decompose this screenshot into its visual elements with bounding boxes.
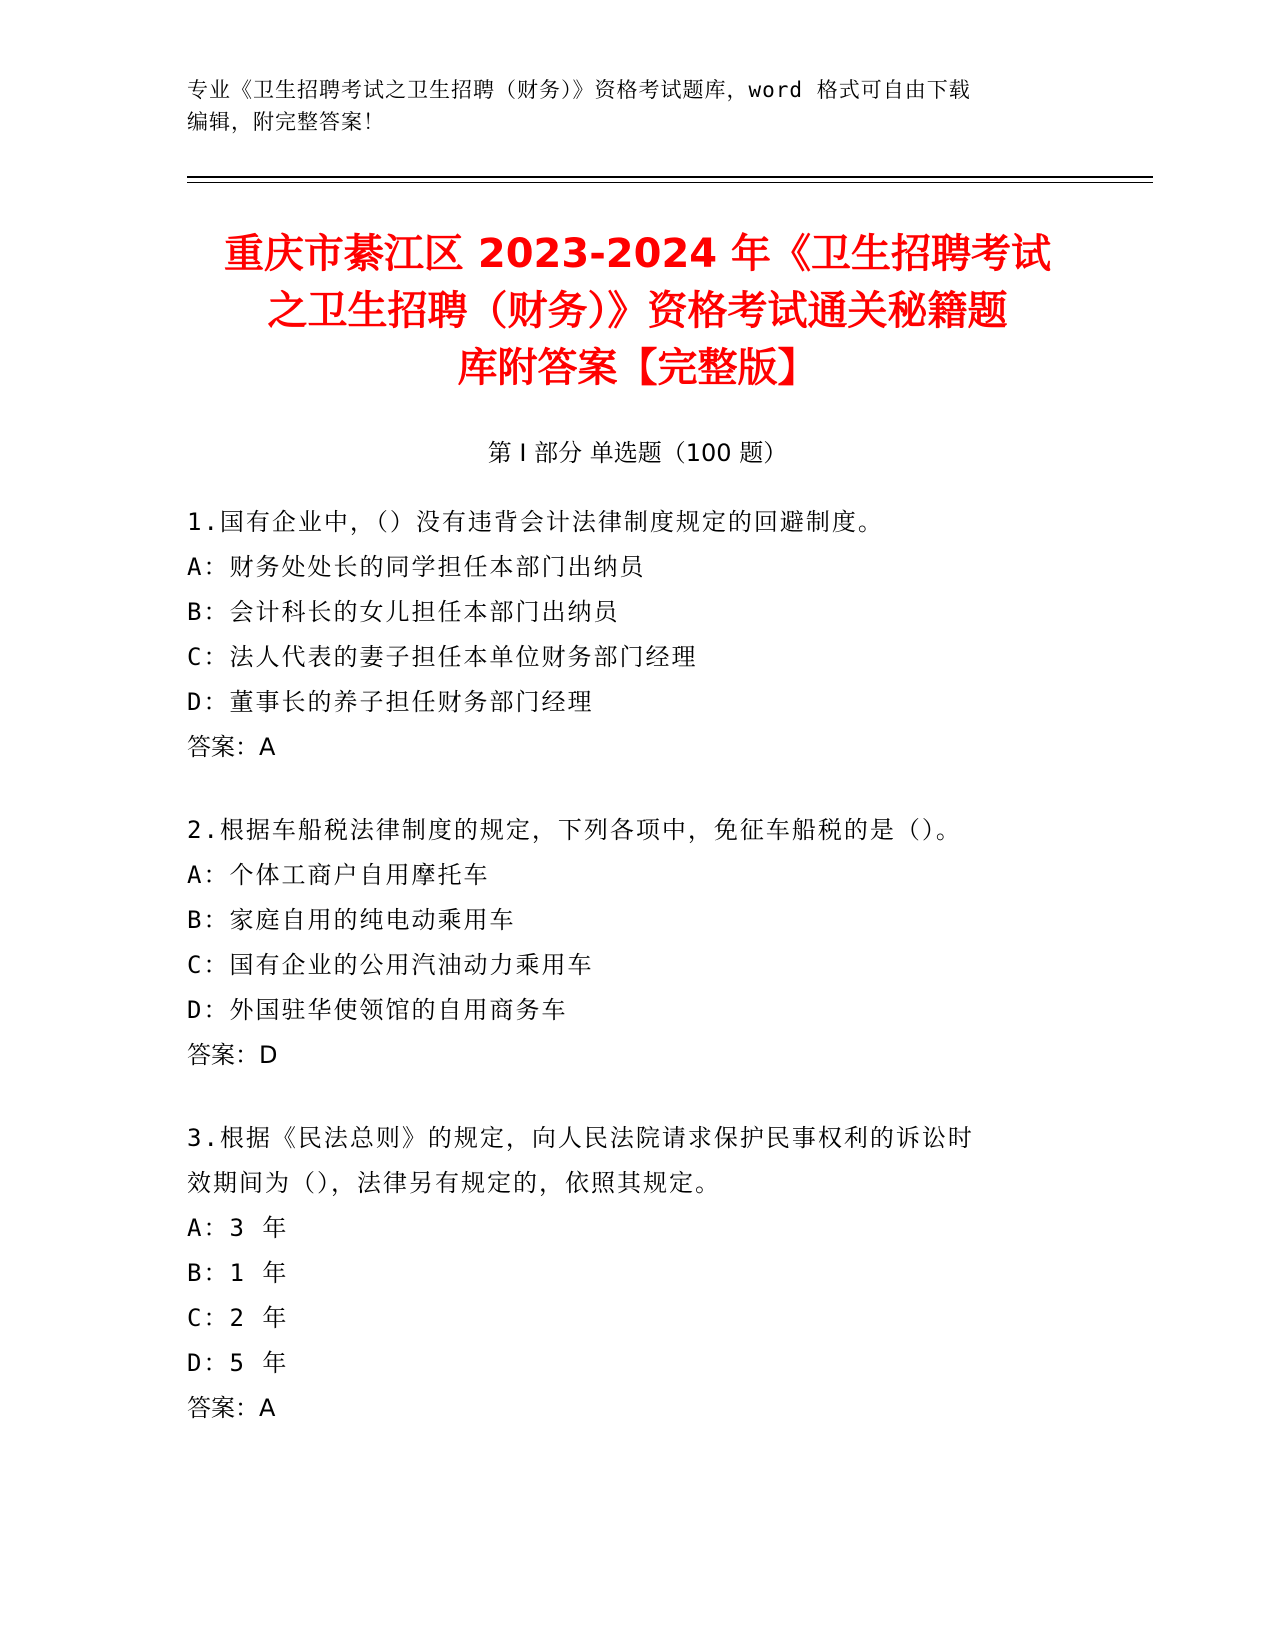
option-c: C：国有企业的公用汽油动力乘用车 [187, 951, 594, 979]
section-title: 第 I 部分 单选题（100 题） [487, 439, 788, 467]
question-2 [187, 808, 1087, 1078]
question-stem: 2.根据车船税法律制度的规定，下列各项中，免征车船税的是（）。 [187, 816, 962, 844]
option-d: D：外国驻华使领馆的自用商务车 [187, 996, 568, 1024]
question-stem-line-1: 3.根据《民法总则》的规定，向人民法院请求保护民事权利的诉讼时 [187, 1124, 974, 1152]
option-c: C：2 年 [187, 1304, 289, 1332]
option-a: A：3 年 [187, 1214, 289, 1242]
option-a: A：财务处处长的同学担任本部门出纳员 [187, 553, 646, 581]
answer-text: 答案：A [187, 733, 276, 761]
document-title-line-1: 重庆市綦江区 2023-2024 年《卫生招聘考试 [223, 231, 1052, 277]
option-a: A：个体工商户自用摩托车 [187, 861, 490, 889]
option-d: D：5 年 [187, 1349, 289, 1377]
document-title-line-3: 库附答案【完整版】 [457, 345, 818, 391]
option-c: C：法人代表的妻子担任本单位财务部门经理 [187, 643, 698, 671]
document-title [190, 226, 1085, 397]
question-stem-line-2: 效期间为（），法律另有规定的，依照其规定。 [187, 1169, 721, 1197]
document-title-line-2: 之卫生招聘（财务）》资格考试通关秘籍题 [267, 288, 1008, 334]
header-rule-thick [187, 176, 1153, 178]
option-b: B：家庭自用的纯电动乘用车 [187, 906, 516, 934]
answer-text: 答案：D [187, 1041, 278, 1069]
option-b: B：1 年 [187, 1259, 289, 1287]
question-3 [187, 1116, 1087, 1431]
question-stem: 1.国有企业中，（）没有违背会计法律制度规定的回避制度。 [187, 508, 884, 536]
answer-text: 答案：A [187, 1394, 276, 1422]
header-note-line-1: 专业《卫生招聘考试之卫生招聘（财务）》资格考试题库，word 格式可自由下载 [187, 78, 971, 102]
header-note-line-2: 编辑，附完整答案！ [187, 110, 385, 134]
header-note [187, 74, 1087, 138]
option-b: B：会计科长的女儿担任本部门出纳员 [187, 598, 620, 626]
option-d: D：董事长的养子担任财务部门经理 [187, 688, 594, 716]
header-rule-thin [187, 182, 1153, 183]
question-1 [187, 500, 1087, 770]
